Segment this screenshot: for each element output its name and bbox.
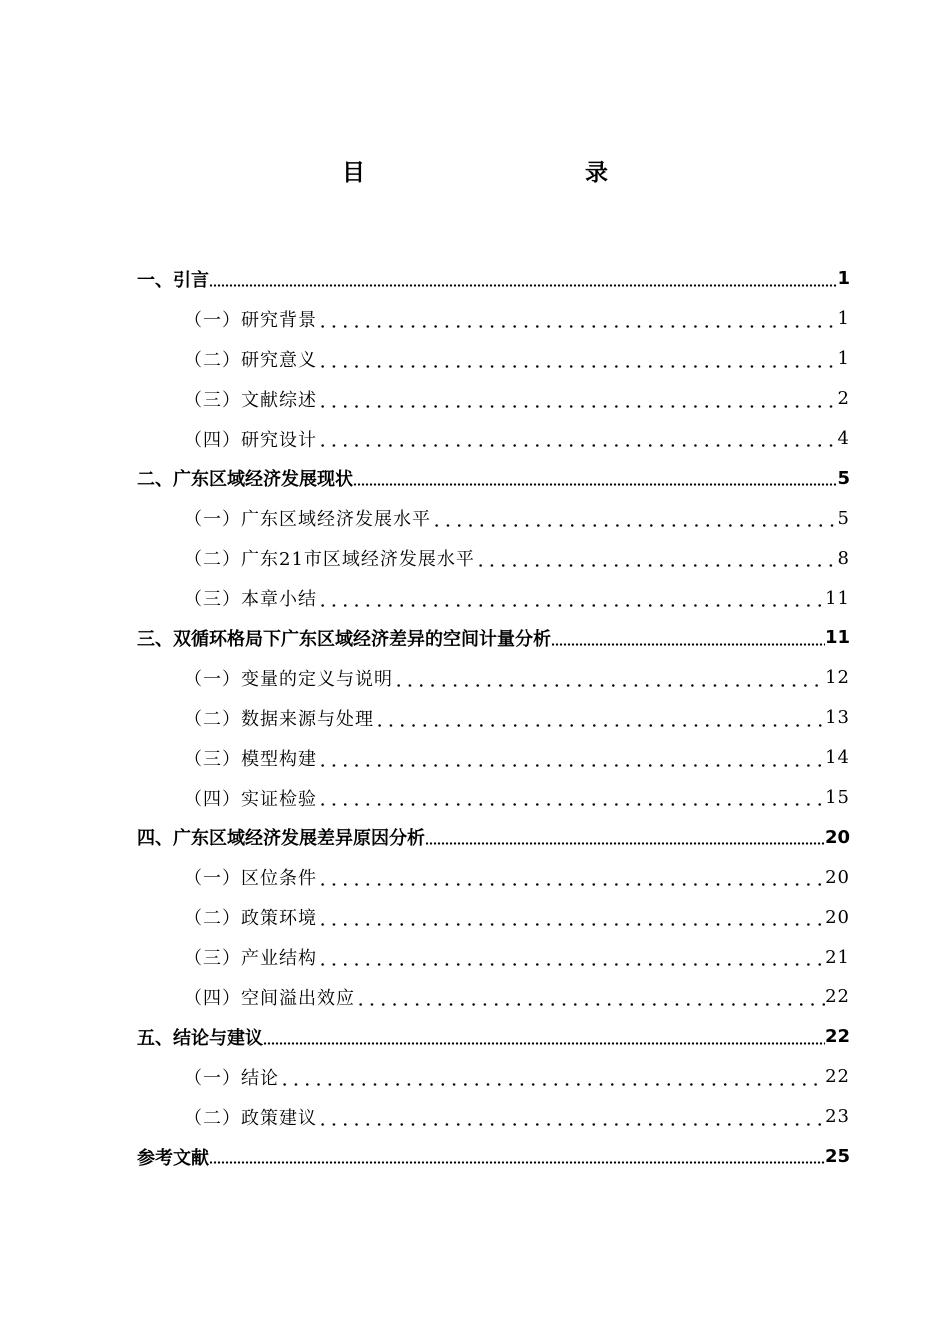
toc-entry-references[interactable] xyxy=(137,1137,850,1177)
toc-entry-page: 11 xyxy=(824,627,850,649)
toc-entry-page: 20 xyxy=(825,906,850,928)
toc-entry-page: 21 xyxy=(825,946,850,968)
dot-leader xyxy=(317,923,825,926)
toc-entry-chapter-4[interactable] xyxy=(137,817,850,857)
toc-entry-title: （四）空间溢出效应 xyxy=(184,987,355,1009)
toc-entry-section[interactable] xyxy=(184,857,850,897)
toc-entry-section[interactable] xyxy=(184,897,850,937)
toc-entry-title: （四）研究设计 xyxy=(184,429,317,451)
dot-leader xyxy=(263,1042,825,1045)
toc-entry-title: （一）区位条件 xyxy=(184,868,317,890)
dot-leader xyxy=(317,963,825,966)
toc-entry-section[interactable] xyxy=(184,658,850,698)
toc-entry-section[interactable] xyxy=(184,778,850,818)
toc-entry-page: 4 xyxy=(837,428,850,449)
toc-entry-title: （三）产业结构 xyxy=(184,948,317,970)
dot-leader xyxy=(425,842,825,845)
dot-leader xyxy=(209,284,837,287)
toc-entry-title: 二、广东区域经济发展现状 xyxy=(137,469,353,491)
toc-entry-section[interactable] xyxy=(184,299,850,339)
toc-entry-page: 22 xyxy=(825,1066,850,1088)
toc-entry-title: 一、引言 xyxy=(137,269,209,291)
dot-leader xyxy=(317,325,838,328)
dot-leader xyxy=(475,564,838,567)
toc-entry-title: （二）数据来源与处理 xyxy=(184,708,374,730)
toc-entry-title: 参考文献 xyxy=(137,1147,209,1169)
toc-entry-section[interactable] xyxy=(184,698,850,738)
toc-entry-chapter-1[interactable] xyxy=(137,259,850,299)
toc-entry-title: （二）研究意义 xyxy=(184,349,317,371)
dot-leader xyxy=(353,483,837,486)
dot-leader xyxy=(431,524,838,527)
toc-entry-title: （一）研究背景 xyxy=(184,309,317,331)
toc-entry-chapter-2[interactable] xyxy=(137,458,850,498)
toc-entry-section[interactable] xyxy=(184,738,850,778)
dot-leader xyxy=(317,883,825,886)
toc-entry-title: （三）本章小结 xyxy=(184,589,317,611)
dot-leader xyxy=(393,684,825,687)
toc-entry-page: 5 xyxy=(837,467,850,489)
toc-entry-page: 25 xyxy=(824,1146,850,1168)
toc-entry-page: 1 xyxy=(837,348,850,370)
toc-entry-title: （三）模型构建 xyxy=(184,748,317,770)
toc-entry-title: （一）广东区域经济发展水平 xyxy=(184,509,431,531)
toc-entry-title: （一）变量的定义与说明 xyxy=(184,668,393,690)
toc-entry-page: 22 xyxy=(825,986,850,1008)
dot-leader xyxy=(374,724,825,727)
toc-entry-title: （二）广东21市区域经济发展水平 xyxy=(184,549,475,571)
toc-entry-section[interactable] xyxy=(184,498,850,538)
dot-leader xyxy=(317,764,825,767)
toc-entry-page: 15 xyxy=(825,787,850,809)
toc-entry-page: 1 xyxy=(837,268,850,290)
toc-entry-page: 14 xyxy=(825,747,850,769)
toc-entry-title: 三、双循环格局下广东区域经济差异的空间计量分析 xyxy=(137,628,551,650)
dot-leader xyxy=(551,643,825,646)
page-title: 目 录 xyxy=(341,160,714,186)
toc-entry-page: 5 xyxy=(837,507,850,529)
toc-entry-page: 23 xyxy=(825,1106,850,1128)
dot-leader xyxy=(355,1003,825,1006)
toc-entry-page: 12 xyxy=(825,667,850,689)
toc-entry-page: 20 xyxy=(825,866,850,888)
toc-entry-section[interactable] xyxy=(184,937,850,977)
toc-entry-title: （二）政策建议 xyxy=(184,1107,317,1129)
toc-entry-chapter-3[interactable] xyxy=(137,618,850,658)
toc-entry-page: 22 xyxy=(824,1026,850,1048)
dot-leader xyxy=(317,1123,825,1126)
dot-leader xyxy=(317,444,838,447)
toc-entry-chapter-5[interactable] xyxy=(137,1017,850,1057)
toc-entry-section[interactable] xyxy=(184,538,850,578)
dot-leader xyxy=(209,1161,825,1164)
toc-entry-section[interactable] xyxy=(184,1057,850,1097)
toc-entry-title: 五、结论与建议 xyxy=(137,1027,263,1049)
dot-leader xyxy=(317,405,838,408)
toc-entry-title: （四）实证检验 xyxy=(184,788,317,810)
toc-entry-page: 1 xyxy=(837,308,850,330)
toc-entry-section[interactable] xyxy=(184,1097,850,1137)
toc-entry-page: 8 xyxy=(837,547,850,569)
toc-entry-page: 2 xyxy=(837,388,850,410)
dot-leader xyxy=(279,1083,825,1086)
dot-leader xyxy=(317,365,838,368)
toc-entry-section[interactable] xyxy=(184,578,850,618)
toc-entry-title: （一）结论 xyxy=(184,1067,279,1089)
toc-entry-title: 四、广东区域经济发展差异原因分析 xyxy=(137,828,425,850)
toc-entry-page: 20 xyxy=(824,826,850,848)
toc-entry-title: （二）政策环境 xyxy=(184,908,317,930)
toc-entry-section[interactable] xyxy=(184,379,850,419)
toc-entry-title: （三）文献综述 xyxy=(184,389,317,411)
toc-entry-section[interactable] xyxy=(184,977,850,1017)
dot-leader xyxy=(317,604,825,607)
table-of-contents xyxy=(0,259,950,1176)
toc-entry-page: 13 xyxy=(825,707,850,729)
toc-entry-page: 11 xyxy=(825,587,850,609)
toc-entry-section[interactable] xyxy=(184,339,850,379)
dot-leader xyxy=(317,803,825,806)
toc-entry-section[interactable] xyxy=(184,419,850,459)
